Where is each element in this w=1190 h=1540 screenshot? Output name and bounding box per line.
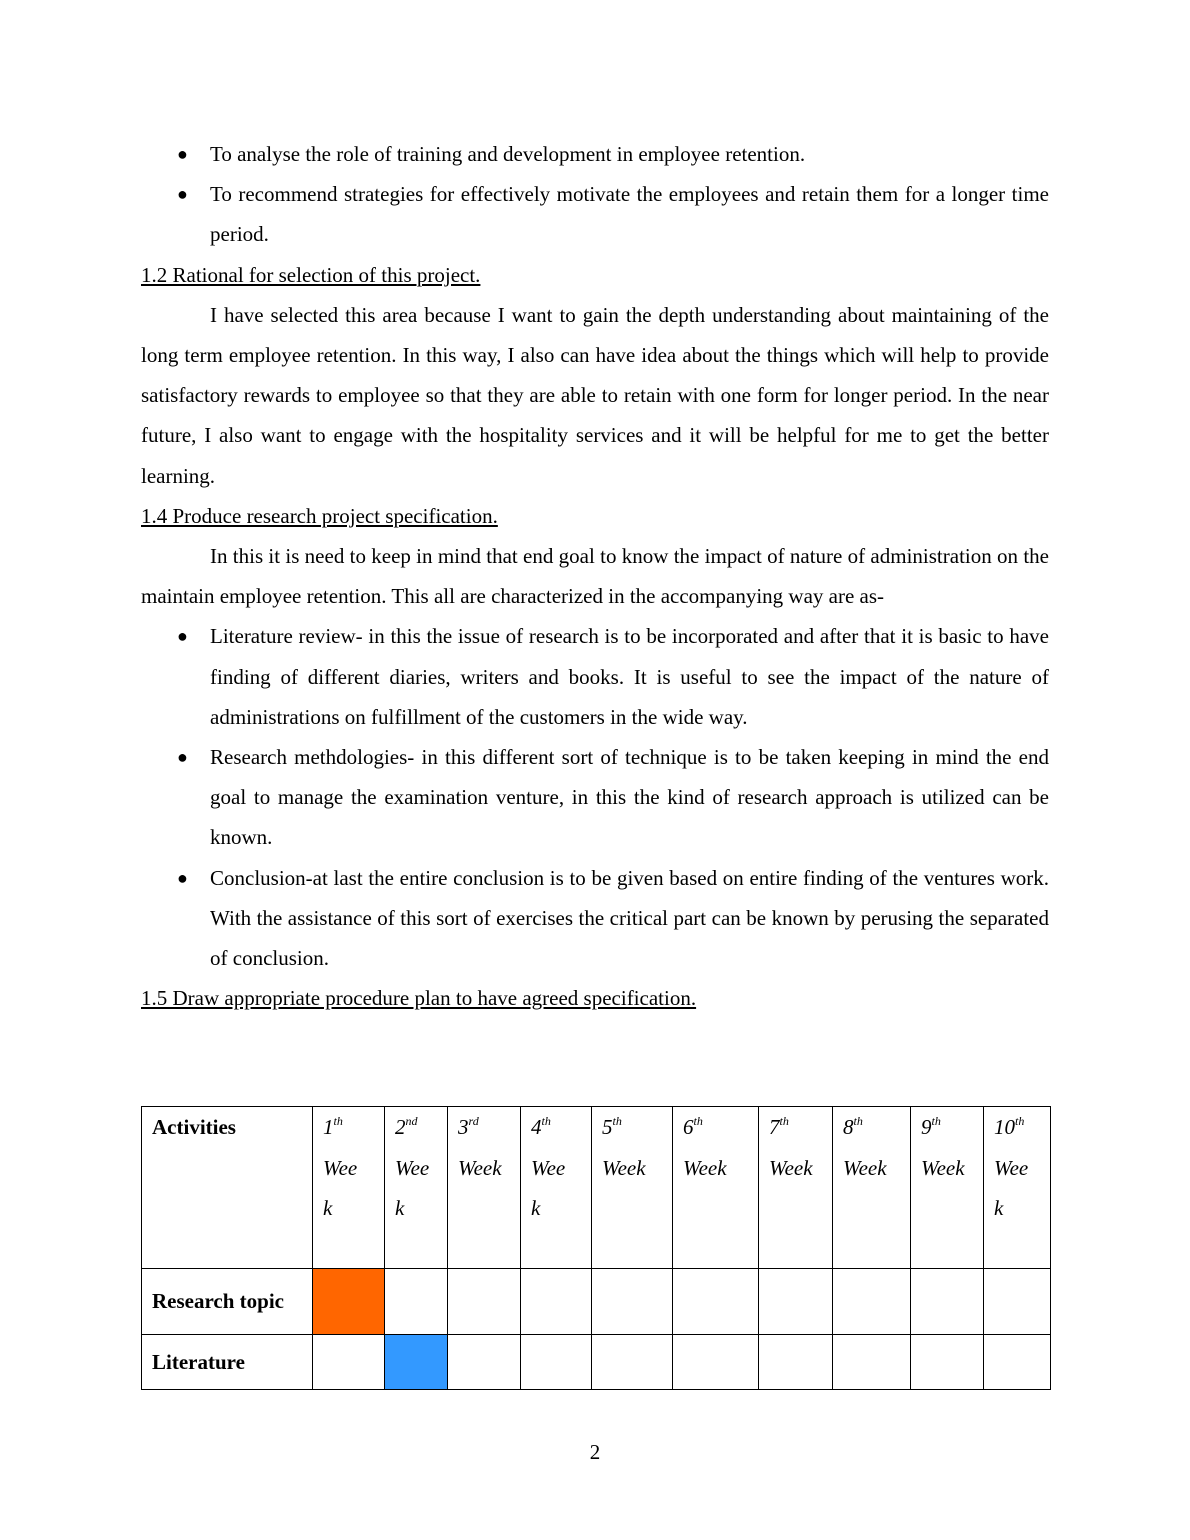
bullet-icon: ● [177,144,188,164]
week-cell [911,1269,984,1335]
week-cell [313,1335,385,1390]
list-item [141,134,1049,174]
table-row [142,1269,1051,1335]
table-header-row [142,1107,1051,1269]
week-cell [673,1269,759,1335]
week-cell [833,1269,911,1335]
week-header: 4th Wee k [521,1107,592,1269]
bullet-text: To recommend strategies for effectively motivate the employees and retain them for a longer time period. [210,182,1049,247]
week-header: 1th Wee k [313,1107,385,1269]
week-cell [385,1269,448,1335]
list-item [141,174,1049,254]
objectives-list [141,134,1049,255]
week-header: 5th Week [592,1107,673,1269]
list-item [141,737,1049,858]
bullet-text: To analyse the role of training and development in employee retention. [210,142,806,166]
week-cell [592,1335,673,1390]
procedure-plan-table [141,1106,1051,1390]
week-cell [984,1335,1051,1390]
week-cell [592,1269,673,1335]
week-cell [521,1335,592,1390]
week-cell [448,1269,521,1335]
active-week-cell [385,1335,448,1390]
week-cell [759,1269,833,1335]
week-header: 3rd Week [448,1107,521,1269]
week-header: 2nd Wee k [385,1107,448,1269]
list-item [141,858,1049,979]
page-number: 2 [589,1440,601,1464]
week-cell [984,1269,1051,1335]
specification-list [141,616,1049,978]
week-header: 7th Week [759,1107,833,1269]
week-header: 10th Wee k [984,1107,1051,1269]
section-paragraph-1-2: I have selected this area because I want to gain the depth understanding about maintaining of the long term employee retention. In this way, I also can have idea about the things which will help to provide satisfactory rewards to employee so that they are able to retain with one form for longer period. In the near future, I also want to engage with the hospitality services and it will be helpful for me to get the better learning. [141,302,1049,488]
section-heading-1-5: 1.5 Draw appropriate procedure plan to have agreed specification. [141,986,697,1011]
week-header: 8th Week [833,1107,911,1269]
bullet-icon: ● [177,747,188,768]
week-cell [673,1335,759,1390]
activity-literature: Literature [142,1335,313,1390]
active-week-cell [313,1269,385,1335]
activity-research-topic: Research topic [142,1269,313,1335]
document-body [141,134,1049,1018]
bullet-icon: ● [177,184,188,205]
week-header: 9th Week [911,1107,984,1269]
bullet-text: Conclusion-at last the entire conclusion is to be given based on entire finding of the ventures work. With the assistance of this sort of exercises the critical part can be known by perusing the separated of conclusion. [210,865,1049,971]
activities-header: Activities [142,1107,313,1269]
week-header: 6th Week [673,1107,759,1269]
section-heading-1-2: 1.2 Rational for selection of this project. [141,262,481,287]
bullet-icon: ● [177,626,188,647]
week-cell [521,1269,592,1335]
week-cell [911,1335,984,1390]
week-cell [759,1335,833,1390]
table-row [142,1335,1051,1390]
bullet-icon: ● [177,867,188,888]
section-paragraph-1-4: In this it is need to keep in mind that end goal to know the impact of nature of administration on the maintain employee retention. This all are characterized in the accompanying way are as- [141,544,1049,609]
list-item [141,616,1049,737]
week-cell [448,1335,521,1390]
section-heading-1-4: 1.4 Produce research project specification. [141,503,498,528]
week-cell [833,1335,911,1390]
bullet-text: Research methdologies- in this different sort of technique is to be taken keeping in mind the end goal to manage the examination venture, in this the kind of research approach is utilized can be known. [210,745,1049,850]
bullet-text: Literature review- in this the issue of research is to be incorporated and after that it is basic to have finding of different diaries, writers and books. It is useful to see the impact of the nature of administrations on fulfillment of the customers in the wide way. [210,624,1049,729]
